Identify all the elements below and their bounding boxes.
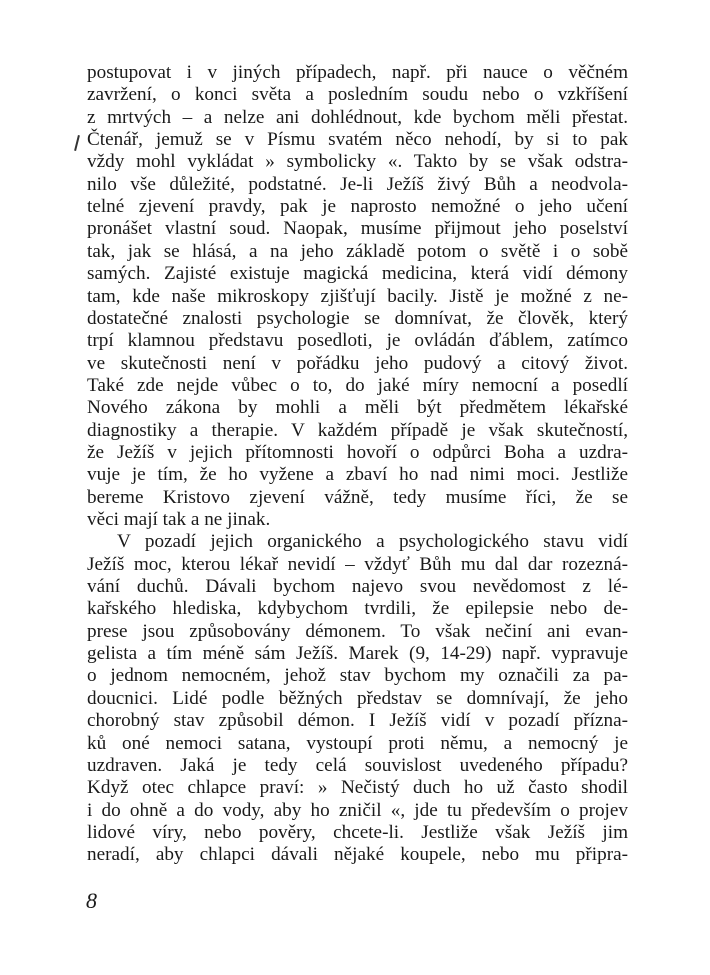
text-line: o jednom nemocném, jehož stav bychom my označili za pa- <box>87 665 628 687</box>
text-line: Také zde nejde vůbec o to, do jaké míry nemocní a posedlí <box>87 374 628 396</box>
text-line: vuje je tím, že ho vyžene a zbaví ho nad nimi moci. Jestliže <box>87 464 628 486</box>
text-line: lidové víry, nebo pověry, chcete-li. Jestliže však Ježíš jim <box>87 821 628 843</box>
text-line: že Ježíš v jejich přítomnosti hovoří o odpůrci Boha a uzdra- <box>87 441 628 463</box>
text-line: dostatečné znalosti psychologie se domnívat, že člověk, který <box>87 307 628 329</box>
pencil-margin-mark <box>74 135 80 151</box>
text-line: věci mají tak a ne jinak. <box>87 509 271 530</box>
text-line: V pozadí jejich organického a psychologického stavu vidí <box>117 531 628 553</box>
text-line: samých. Zajisté existuje magická medicina, která vidí démony <box>87 263 628 285</box>
text-line: nilo vše důležité, podstatné. Je-li Ježíš živý Bůh a neodvola- <box>87 173 628 195</box>
text-line: doucnici. Lidé podle běžných představ se domnívají, že jeho <box>87 687 628 709</box>
text-line: ve skutečnosti není v pořádku jeho pudový a citový život. <box>87 352 628 374</box>
text-line: trpí klamnou představu posedloti, je ovládán ďáblem, zatímco <box>87 330 628 352</box>
text-line: Nového zákona by mohli a měli být předmětem lékařské <box>87 397 628 419</box>
text-line: zavržení, o konci světa a posledním soudu nebo o vzkříšení <box>87 84 628 106</box>
text-line: bereme Kristovo zjevení vážně, tedy musíme říci, že se <box>87 486 628 508</box>
text-line: tak, jak se hlásá, a na jeho základě potom o světě i o sobě <box>87 240 628 262</box>
text-line: kařského hlediska, kdybychom tvrdili, že epilepsie nebo de- <box>87 598 628 620</box>
text-line: z mrtvých – a nelze ani dohlédnout, kde bychom měli přestat. <box>87 106 628 128</box>
text-line: tam, kde naše mikroskopy zjišťují bacily. Jistě je možné z ne- <box>87 285 628 307</box>
text-line: pronášet vlastní soud. Naopak, musíme přijmout jeho poselství <box>87 218 628 240</box>
text-line: prese jsou způsobovány démonem. To však nečiní ani evan- <box>87 620 628 642</box>
text-line: Když otec chlapce praví: » Nečistý duch ho už často shodil <box>87 777 628 799</box>
text-line: chorobný stav způsobil démon. I Ježíš vidí v pozadí přízna- <box>87 710 628 732</box>
page-number: 8 <box>86 888 97 913</box>
text-line: Čtenář, jemuž se v Písmu svatém něco nehodí, by si to pak <box>87 129 628 151</box>
text-line: neradí, aby chlapci dávali nějaké koupele, nebo mu připra- <box>87 844 628 866</box>
text-line: telné zjevení pravdy, pak je naprosto nemožné o jeho učení <box>87 196 628 218</box>
text-line: i do ohně a do vody, aby ho zničil «, jde tu především o projev <box>87 799 628 821</box>
text-line: vání duchů. Dávali bychom najevo svou nevědomost z lé- <box>87 576 628 598</box>
text-line: gelista a tím méně sám Ježíš. Marek (9, 14-29) např. vypravuje <box>87 643 628 665</box>
text-line: diagnostiky a therapie. V každém případě je však skutečností, <box>87 419 628 441</box>
text-line: vždy mohl vykládat » symbolicky «. Takto by se však odstra- <box>87 151 628 173</box>
text-line: ků oné nemoci satana, vystoupí proti němu, a nemocný je <box>87 732 628 754</box>
text-line: Ježíš moc, kterou lékař nevidí – vždyť Bůh mu dal dar rozezná- <box>87 553 628 575</box>
text-line: postupovat i v jiných případech, např. při nauce o věčném <box>87 62 628 83</box>
text-line: uzdraven. Jaká je tedy celá souvislost uvedeného případu? <box>87 754 628 776</box>
